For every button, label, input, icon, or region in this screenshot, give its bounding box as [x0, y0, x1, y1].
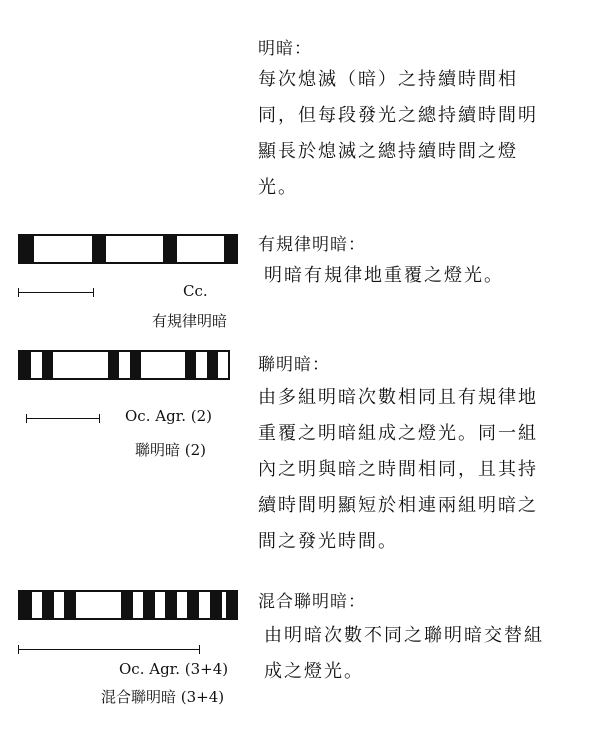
eclipse-segment [92, 236, 106, 262]
eclipse-segment [64, 592, 76, 618]
regular-occulting-code: Cc. [183, 282, 208, 300]
composite-group-occulting-light-diagram [18, 590, 238, 620]
regular-occulting-caption: 有規律明暗 [152, 312, 228, 330]
group-occulting-code: Oc. Agr. (2) [125, 407, 212, 425]
composite-group-occulting-caption: 混合聯明暗 (3+4) [101, 688, 225, 706]
section-occulting-description: 每次熄滅（暗）之持續時間相 同，但每段發光之總持續時間明 顯長於熄滅之總持續時間之燈 光。 [258, 69, 538, 198]
eclipse-segment [224, 236, 238, 262]
eclipse-segment [207, 352, 218, 378]
eclipse-segment [185, 352, 196, 378]
eclipse-segment [226, 592, 236, 618]
eclipse-segment [143, 592, 155, 618]
eclipse-segment [20, 236, 34, 262]
section-occulting-heading: 明暗： [258, 39, 312, 59]
section-regular-occulting-description: 明暗有規律地重覆之燈光。 [264, 265, 504, 286]
section-group-occulting-heading: 聯明暗： [258, 355, 330, 375]
group-occulting-caption: 聯明暗 (2) [135, 441, 207, 459]
section-composite-group-occulting-description: 由明暗次數不同之聯明暗交替組 成之燈光。 [264, 625, 544, 682]
eclipse-segment [187, 592, 199, 618]
section-composite-group-occulting-heading: 混合聯明暗： [258, 592, 366, 612]
eclipse-segment [42, 592, 54, 618]
eclipse-segment [163, 236, 177, 262]
regular-occulting-light-diagram [18, 234, 238, 264]
eclipse-segment [121, 592, 133, 618]
period-scale-line [18, 649, 200, 650]
group-occulting-light-diagram [18, 350, 230, 380]
section-group-occulting-description: 由多組明暗次數相同且有規律地 重覆之明暗組成之燈光。同一組 內之明與暗之時間相同，且其持 續時間明顯短於相連兩組明暗之 間之發光時間。 [258, 387, 538, 552]
eclipse-segment [165, 592, 177, 618]
period-scale-line [26, 418, 100, 419]
composite-group-occulting-code: Oc. Agr. (3+4) [119, 660, 229, 678]
eclipse-segment [20, 352, 31, 378]
section-regular-occulting-heading: 有規律明暗： [258, 235, 366, 255]
period-scale-line [18, 292, 94, 293]
eclipse-segment [20, 592, 32, 618]
eclipse-segment [42, 352, 53, 378]
eclipse-segment [210, 592, 222, 618]
eclipse-segment [108, 352, 119, 378]
eclipse-segment [130, 352, 141, 378]
